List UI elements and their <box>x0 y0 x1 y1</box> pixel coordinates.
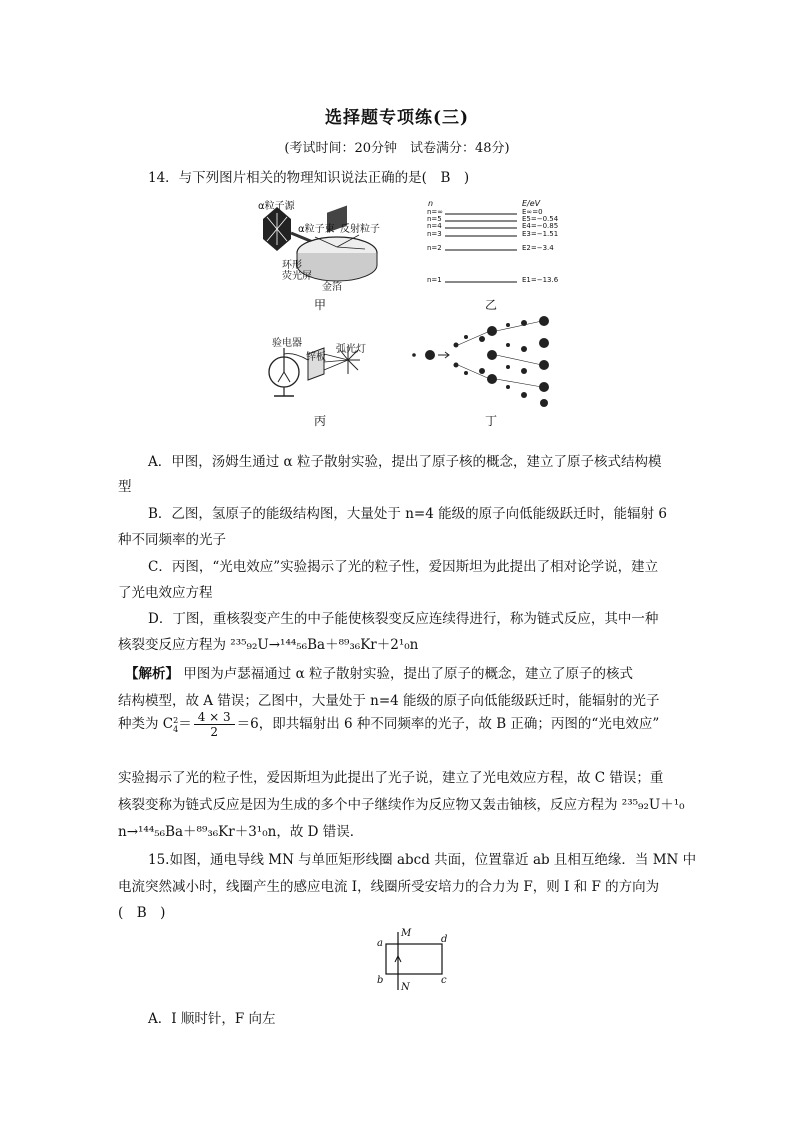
caption-bing: 丙 <box>314 414 327 428</box>
q15-line2: 电流突然减小时，线圈产生的感应电流 I，线圈所受安培力的合力为 F，则 I 和 F 的方向为 <box>118 879 660 895</box>
option-d-line1: D．丁图，重核裂变产生的中子能使核裂变反应连续得进行，称为链式反应，其中一种 <box>148 611 659 627</box>
analysis-line4: 实验揭示了光的粒子性，爱因斯坦为此提出了光子说，建立了光电效应方程，故 C 错误；重 <box>118 770 664 786</box>
label-gold-foil: 金箔 <box>322 282 342 293</box>
label-alpha-beam: α粒子束 <box>298 224 335 235</box>
option-d-line2: 核裂变反应方程为 ²³⁵₉₂U→¹⁴⁴₅₆Ba＋⁸⁹₃₆Kr＋2¹₀n <box>118 637 419 653</box>
analysis-line2: 结构模型，故 A 错误；乙图中，大量处于 n=4 能级的原子向低能级跃迁时，能辐射的光子 <box>118 693 660 709</box>
option-b-line1: B．乙图，氢原子的能级结构图，大量处于 n=4 能级的原子向低能级跃迁时，能辐射 6 <box>148 506 667 522</box>
analysis-line5: 核裂变称为链式反应是因为生成的多个中子继续作为反应物又轰击铀核，反应方程为 ²³⁵₉₂U＋¹₀ <box>118 797 685 813</box>
label-d: d <box>441 934 448 945</box>
label-ring: 环形 <box>282 260 302 271</box>
analysis-line1 <box>125 662 695 682</box>
page-title: 选择题专项练(三) <box>324 108 470 128</box>
q15-line3: ( B ) <box>118 905 166 921</box>
e-4: E4=−0.85 <box>522 222 559 230</box>
label-reflected: 反射粒子 <box>340 224 380 235</box>
option-a-line1: A．甲图，汤姆生通过 α 粒子散射实验，提出了原子核的概念，建立了原子核式结构模 <box>148 454 662 470</box>
q15-line1: 15.如图，通电导线 MN 与单匝矩形线圈 abcd 共面，位置靠近 ab 且相互绝缘．当 MN 中 <box>148 852 697 868</box>
label-b: b <box>377 975 384 986</box>
energy-axis-label: E/eV <box>522 199 541 208</box>
label-c: c <box>441 975 447 986</box>
q14-stem: 14．与下列图片相关的物理知识说法正确的是( B ) <box>148 170 470 186</box>
analysis-tag: 【解析】 <box>125 666 179 682</box>
label-a: a <box>377 938 383 949</box>
analysis-text-1: 甲图为卢瑟福通过 α 粒子散射实验，提出了原子的概念，建立了原子的核式 <box>183 666 633 682</box>
label-M: M <box>401 928 412 939</box>
e-3: E3=−1.51 <box>522 230 559 238</box>
n-axis-label: n <box>428 199 434 208</box>
label-arc-lamp: 弧光灯 <box>336 344 366 355</box>
option-c-line1: C．丙图，“光电效应”实验揭示了光的粒子性，爱因斯坦为此提出了相对论学说，建立 <box>148 559 659 575</box>
option-c-line2: 了光电效应方程 <box>118 585 213 601</box>
caption-jia: 甲 <box>314 298 327 312</box>
n-4: n=4 <box>427 222 442 230</box>
coil-abcd <box>386 944 442 974</box>
analysis-line3: 种类为 C 2 4 ＝ $\frac{4 \times 3}{2}$ ＝6，即共辐射出 6 种不同频率的光子，故 B 正确；丙图的“光电效应” <box>118 710 660 739</box>
n-3: n=3 <box>427 230 442 238</box>
fraction: $\frac{4 \times 3}{2}$ <box>194 710 235 739</box>
n-5: n=5 <box>427 215 442 223</box>
e-5: E5=−0.54 <box>522 215 559 223</box>
e-inf: E∞=0 <box>522 208 543 216</box>
e-2: E2=−3.4 <box>522 244 554 252</box>
option-a-line2: 型 <box>118 479 132 495</box>
label-zinc-plate: 锌板 <box>306 352 326 363</box>
option-b-line2: 种不同频率的光子 <box>118 532 226 548</box>
label-electroscope: 验电器 <box>272 338 302 349</box>
caption-yi: 乙 <box>485 298 498 312</box>
caption-ding: 丁 <box>485 414 498 428</box>
n-1: n=1 <box>427 276 442 284</box>
q15-option-a: A．I 顺时针，F 向左 <box>148 1011 276 1027</box>
label-N: N <box>401 982 410 993</box>
n-2: n=2 <box>427 244 442 252</box>
figure-ding <box>408 315 558 410</box>
label-alpha-source: α粒子源 <box>258 201 295 212</box>
n-inf: n=∞ <box>427 208 444 216</box>
label-screen: 荧光屏 <box>282 271 312 282</box>
exam-info: (考试时间：20分钟 试卷满分：48分) <box>284 141 510 156</box>
figure-q15 <box>380 928 450 998</box>
analysis-line6: n→¹⁴⁴₅₆Ba＋⁸⁹₃₆Kr＋3¹₀n，故 D 错误． <box>118 824 364 840</box>
e-1: E1=−13.6 <box>522 276 559 284</box>
